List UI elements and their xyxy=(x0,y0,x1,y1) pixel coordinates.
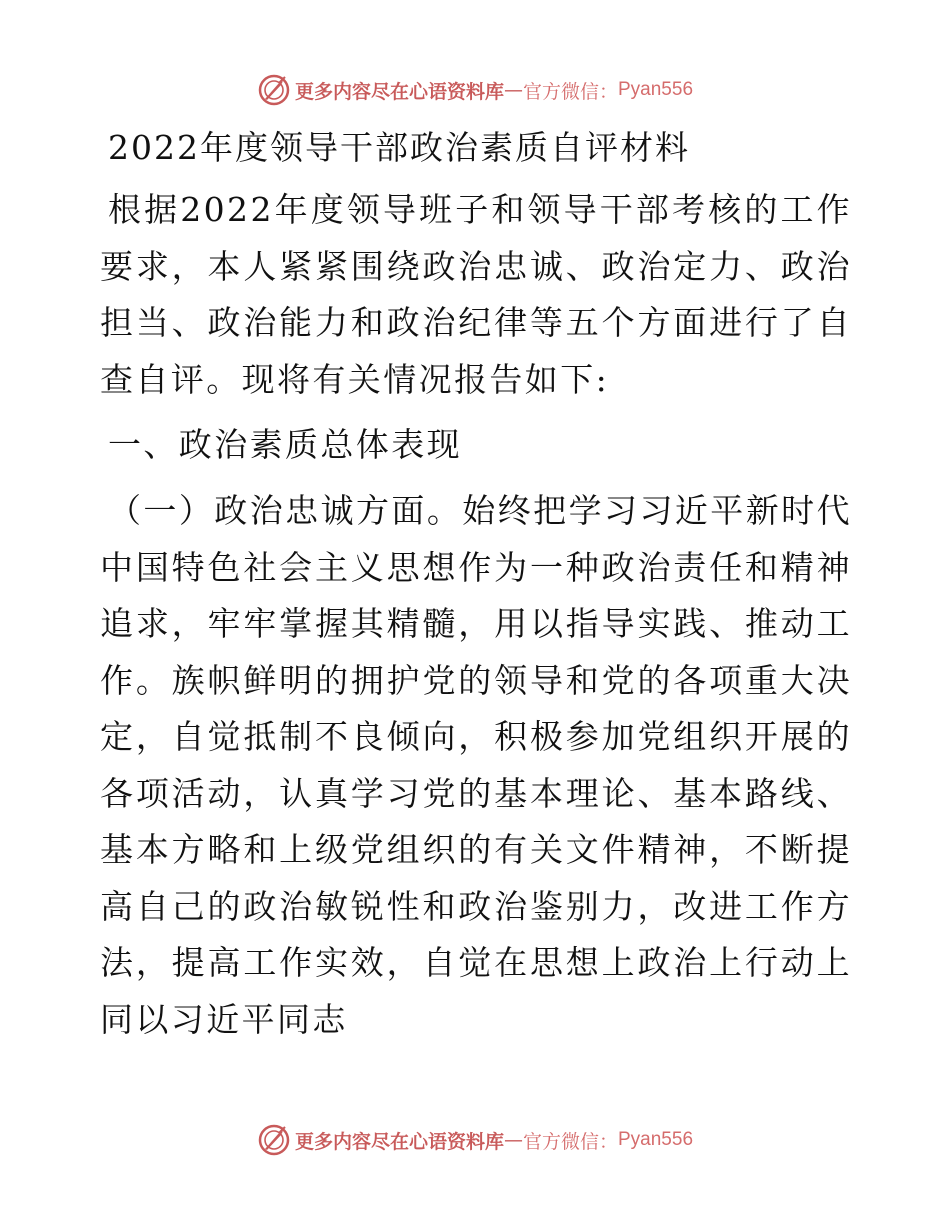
watermark-wechat-handle: Pyan556 xyxy=(618,1129,694,1150)
document-body xyxy=(100,122,852,1057)
header-watermark xyxy=(0,68,950,112)
watermark-wechat-label: 官方微信： xyxy=(522,80,618,103)
section-paragraph: （一）政治忠诚方面。始终把学习习近平新时代中国特色社会主义思想作为一种政治责任和精神追求，牢牢掌握其精髓，用以指导实践、推动工作。族帜鲜明的拥护党的领导和党的各项重大决定，自觉抵制不良倾向，积极参加党组织开展的各项活动，认真学习党的基本理论、基本路线、基本方略和上级党组织的有关文件精神，不断提高自己的政治敏锐性和政治鉴别力，改进工作方法，提高工作实效，自觉在思想上政治上行动上同以习近平同志 xyxy=(100,491,852,1039)
watermark-separator: — xyxy=(503,1129,523,1151)
quill-pen-logo-icon xyxy=(257,73,291,107)
watermark-separator: — xyxy=(503,79,523,101)
intro-paragraph: 根据2022年度领导班子和领导干部考核的工作要求，本人紧紧围绕政治忠诚、政治定力、政治担当、政治能力和政治纪律等五个方面进行了自查自评。现将有关情况报告如下: xyxy=(100,190,852,399)
quill-pen-logo-icon xyxy=(257,1123,291,1157)
watermark-main-text: 更多内容尽在心语资料库 xyxy=(294,80,504,103)
footer-watermark xyxy=(0,1118,950,1162)
watermark-wechat-label: 官方微信： xyxy=(522,1130,618,1153)
watermark-wechat-handle: Pyan556 xyxy=(618,79,694,100)
document-title: 2022年度领导干部政治素质自评材料 xyxy=(108,128,690,167)
watermark-main-text: 更多内容尽在心语资料库 xyxy=(294,1130,504,1153)
section-heading: 一、政治素质总体表现 xyxy=(108,425,462,464)
